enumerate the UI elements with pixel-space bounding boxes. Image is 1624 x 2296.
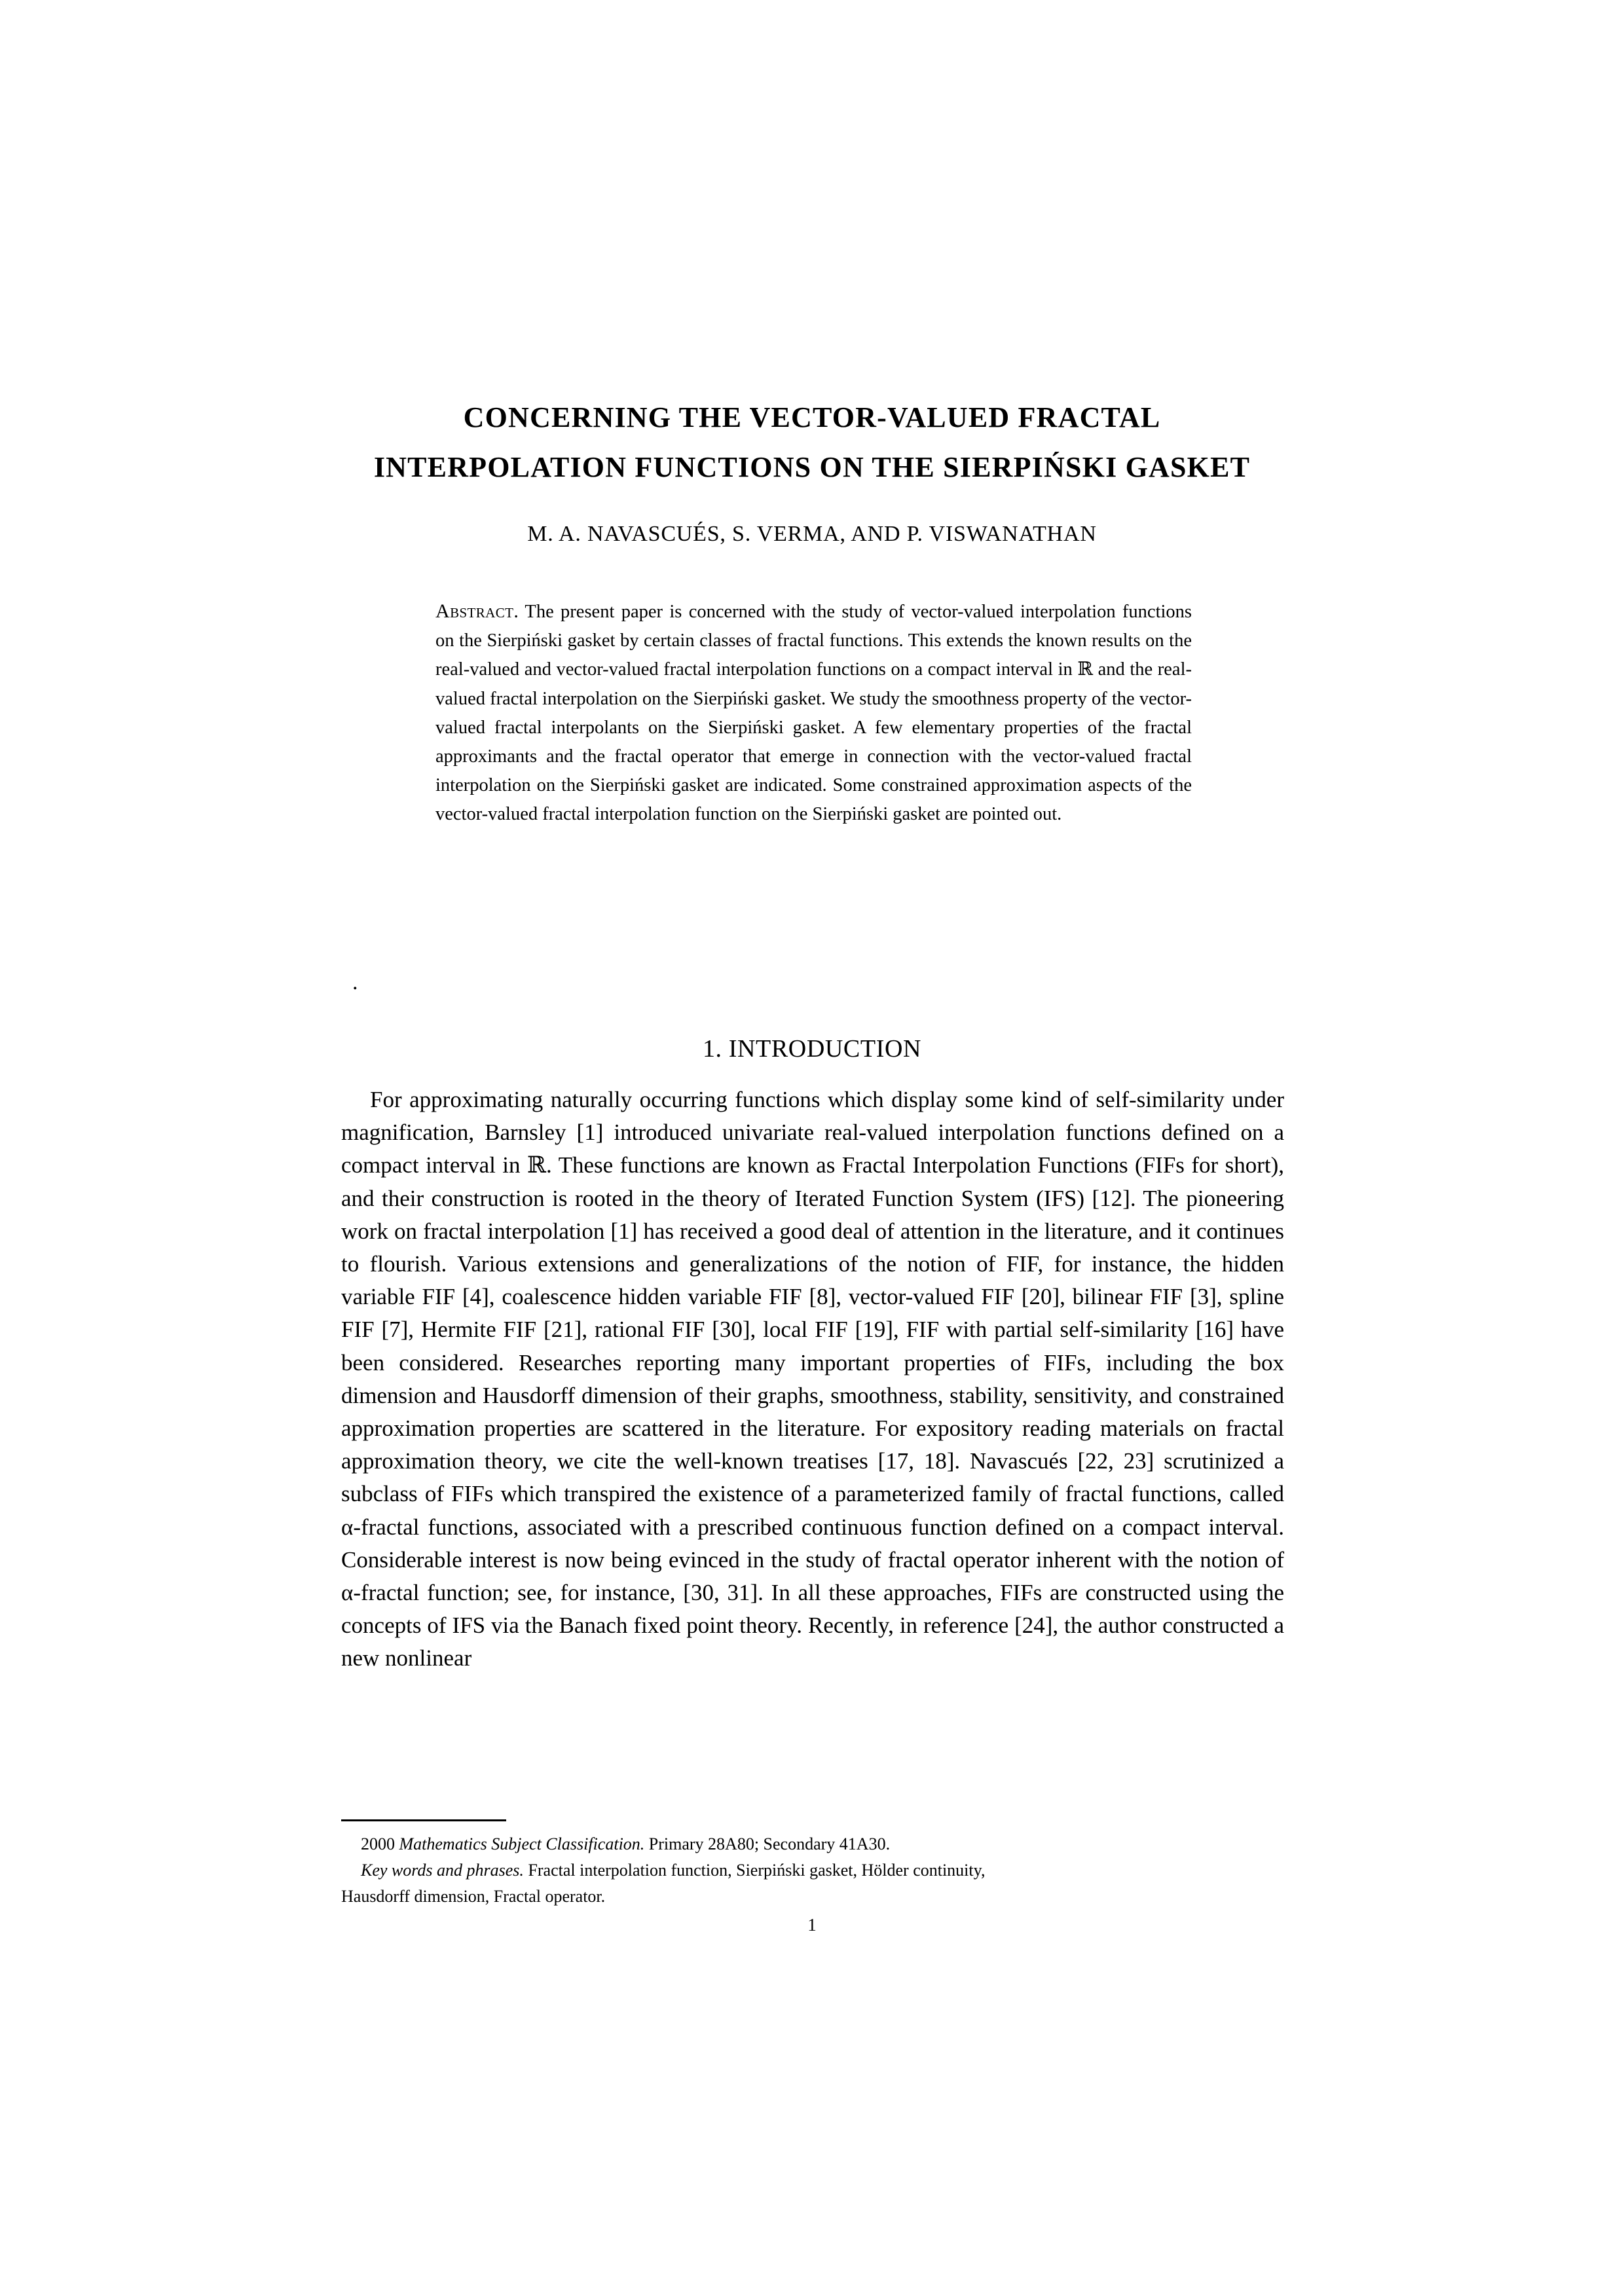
abstract-label: Abstract. bbox=[435, 600, 519, 622]
footnote-msc-line bbox=[341, 1831, 1284, 1857]
body-text-block bbox=[341, 1084, 1284, 1675]
stray-punctuation-mark: . bbox=[352, 970, 358, 994]
footnote-keywords-line-2: Hausdorff dimension, Fractal operator. bbox=[341, 1887, 606, 1906]
footnote-separator-rule bbox=[341, 1819, 506, 1821]
keywords-label: Key words and phrases. bbox=[361, 1861, 524, 1880]
footnote-keywords-line-1 bbox=[341, 1857, 1284, 1884]
title-line-2: INTERPOLATION FUNCTIONS ON THE SIERPIŃSKI GASKET bbox=[373, 451, 1251, 483]
abstract-text: The present paper is concerned with the study of vector-valued interpolation functions on the Sierpiński gasket by certain classes of fractal functions. This extends the known results on the real-valued and vector-valued fractal interpolation functions on a compact interval in ℝ and the real-valued fractal interpolation on the Sierpiński gasket. We study the smoothness property of the vector-valued fractal interpolants on the Sierpiński gasket. A few elementary properties of the fractal approximants and the fractal operator that emerge in connection with the vector-valued fractal interpolation on the Sierpiński gasket are indicated. Some constrained approximation aspects of the vector-valued fractal interpolation function on the Sierpiński gasket are pointed out. bbox=[435, 602, 1192, 825]
section-heading-introduction: 1. INTRODUCTION bbox=[702, 1035, 922, 1063]
abstract-block bbox=[435, 597, 1192, 829]
msc-value: Primary 28A80; Secondary 41A30. bbox=[648, 1834, 891, 1853]
msc-year: 2000 bbox=[361, 1834, 395, 1853]
msc-label: Mathematics Subject Classification. bbox=[399, 1834, 645, 1853]
footnote-block bbox=[341, 1831, 1284, 1910]
keywords-text-1: Fractal interpolation function, Sierpiński gasket, Hölder continuity, bbox=[528, 1861, 986, 1880]
paper-title bbox=[0, 393, 1624, 492]
body-paragraph-1: For approximating naturally occurring functions which display some kind of self-similarity under magnification, Barnsley [1] introduced univariate real-valued interpolation functions defined on a compact interval in ℝ. These functions are known as Fractal Interpolation Functions (FIFs for short), and their construction is rooted in the theory of Iterated Function System (IFS) [12]. The pioneering work on fractal interpolation [1] has received a good deal of attention in the literature, and it continues to flourish. Various extensions and generalizations of the notion of FIF, for instance, the hidden variable FIF [4], coalescence hidden variable FIF [8], vector-valued FIF [20], bilinear FIF [3], spline FIF [7], Hermite FIF [21], rational FIF [30], local FIF [19], FIF with partial self-similarity [16] have been considered. Researches reporting many important properties of FIFs, including the box dimension and Hausdorff dimension of their graphs, smoothness, stability, sensitivity, and constrained approximation properties are scattered in the literature. For expository reading materials on fractal approximation theory, we cite the well-known treatises [17, 18]. Navascués [22, 23] scrutinized a subclass of FIFs which transpired the existence of a parameterized family of fractal functions, called α-fractal functions, associated with a prescribed continuous function defined on a compact interval. Considerable interest is now being evinced in the study of fractal operator inherent with the notion of α-fractal function; see, for instance, [30, 31]. In all these approaches, FIFs are constructed using the concepts of IFS via the Banach fixed point theory. Recently, in reference [24], the author constructed a new nonlinear bbox=[341, 1087, 1284, 1671]
author-list: M. A. NAVASCUÉS, S. VERMA, AND P. VISWANATHAN bbox=[527, 522, 1097, 546]
title-line-1: CONCERNING THE VECTOR-VALUED FRACTAL bbox=[463, 401, 1161, 433]
page-number: 1 bbox=[807, 1915, 817, 1935]
